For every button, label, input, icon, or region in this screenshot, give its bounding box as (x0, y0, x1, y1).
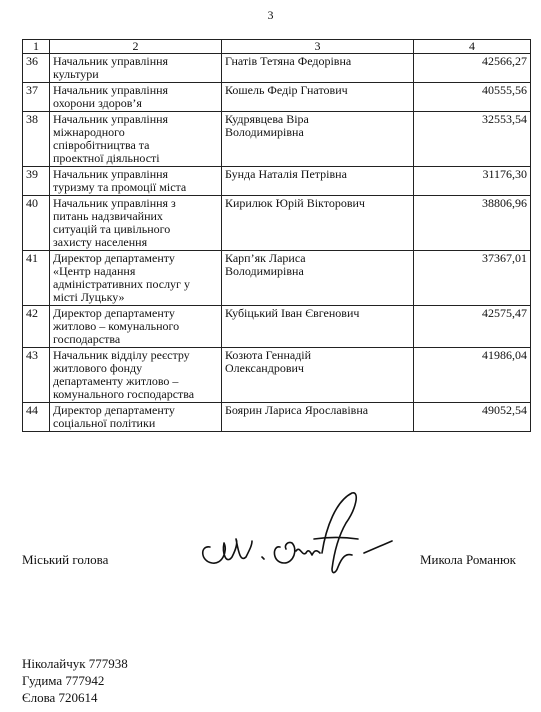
amount-cell: 37367,01 (414, 251, 531, 306)
name-line: Володимирівна (225, 264, 304, 278)
position-line: міжнародного (53, 125, 125, 139)
column-header: 2 (50, 40, 222, 54)
position-cell (50, 348, 222, 403)
table-row (23, 54, 531, 83)
name-line: Карп’як Лариса (225, 251, 306, 265)
page-number: 3 (267, 8, 274, 22)
amount-cell: 41986,04 (414, 348, 531, 403)
position-cell (50, 403, 222, 432)
column-header: 3 (222, 40, 414, 54)
position-line: комунального господарства (53, 387, 195, 401)
amount-cell: 31176,30 (414, 167, 531, 196)
position-line: соціальної політики (53, 416, 156, 430)
row-number: 44 (23, 403, 50, 432)
amount-cell: 32553,54 (414, 112, 531, 167)
position-line: департаменту житлово – (53, 374, 179, 388)
row-number: 39 (23, 167, 50, 196)
position-line: Директор департаменту (53, 251, 175, 265)
table-row (23, 348, 531, 403)
row-number: 43 (23, 348, 50, 403)
table-header-row (23, 40, 531, 54)
name-cell (222, 196, 414, 251)
row-number: 42 (23, 306, 50, 348)
position-line: захисту населення (53, 235, 148, 249)
mayor-title: Міський голова (22, 552, 109, 567)
row-number: 41 (23, 251, 50, 306)
row-number: 37 (23, 83, 50, 112)
table-row (23, 112, 531, 167)
table-row (23, 306, 531, 348)
column-header: 1 (23, 40, 50, 54)
name-cell (222, 167, 414, 196)
position-cell (50, 306, 222, 348)
amount-cell: 42575,47 (414, 306, 531, 348)
table-row (23, 403, 531, 432)
contacts-block (22, 655, 128, 706)
contact-line: Єлова 720614 (22, 690, 98, 705)
name-line: Кубіцький Іван Євгенович (225, 306, 360, 320)
amount-cell: 38806,96 (414, 196, 531, 251)
row-number: 38 (23, 112, 50, 167)
position-line: культури (53, 67, 99, 81)
table-row (23, 167, 531, 196)
position-line: ситуацій та цивільного (53, 222, 171, 236)
position-line: місті Луцьку» (53, 290, 125, 304)
amount-cell: 42566,27 (414, 54, 531, 83)
row-number: 40 (23, 196, 50, 251)
name-cell (222, 83, 414, 112)
position-line: співробітництва та (53, 138, 150, 152)
table-row (23, 196, 531, 251)
amount-cell: 49052,54 (414, 403, 531, 432)
name-cell (222, 112, 414, 167)
position-line: господарства (53, 332, 121, 346)
name-line: Кошель Федір Гнатович (225, 83, 348, 97)
table-row (23, 251, 531, 306)
mayor-name: Микола Романюк (419, 552, 516, 567)
row-number: 36 (23, 54, 50, 83)
name-cell (222, 403, 414, 432)
name-cell (222, 306, 414, 348)
position-line: питань надзвичайних (53, 209, 163, 223)
position-line: житлового фонду (53, 361, 143, 375)
position-line: Директор департаменту (53, 306, 175, 320)
position-cell (50, 251, 222, 306)
position-line: Начальник управління з (53, 196, 176, 210)
position-cell (50, 83, 222, 112)
position-cell (50, 112, 222, 167)
name-line: Бунда Наталія Петрівна (225, 167, 347, 181)
salary-table (22, 39, 531, 432)
position-line: Директор департаменту (53, 403, 175, 417)
name-line: Боярин Лариса Ярославівна (225, 403, 369, 417)
amount-cell: 40555,56 (414, 83, 531, 112)
name-cell (222, 348, 414, 403)
position-line: Начальник відділу реєстру (53, 348, 190, 362)
contact-line: Ніколайчук 777938 (22, 656, 128, 671)
position-cell (50, 54, 222, 83)
position-line: проектної діяльності (53, 151, 160, 165)
handwritten-signature (196, 487, 396, 577)
table-row (23, 83, 531, 112)
position-line: Начальник управління (53, 83, 169, 97)
position-cell (50, 196, 222, 251)
table-body (23, 54, 531, 432)
name-line: Олександрович (225, 361, 304, 375)
position-line: Начальник управління (53, 54, 169, 68)
position-line: Начальник управління (53, 167, 169, 181)
column-header: 4 (414, 40, 531, 54)
name-line: Володимирівна (225, 125, 304, 139)
name-line: Кирилюк Юрій Вікторович (225, 196, 365, 210)
name-line: Кудрявцева Віра (225, 112, 309, 126)
position-line: охорони здоров’я (53, 96, 142, 110)
name-cell (222, 54, 414, 83)
position-line: адміністративних послуг у (53, 277, 190, 291)
name-cell (222, 251, 414, 306)
position-line: «Центр надання (53, 264, 136, 278)
position-line: Начальник управління (53, 112, 169, 126)
position-line: туризму та промоції міста (53, 180, 187, 194)
position-cell (50, 167, 222, 196)
name-line: Гнатів Тетяна Федорівна (225, 54, 352, 68)
name-line: Козюта Геннадій (225, 348, 312, 362)
position-line: житлово – комунального (53, 319, 180, 333)
contact-line: Гудима 777942 (22, 673, 105, 688)
